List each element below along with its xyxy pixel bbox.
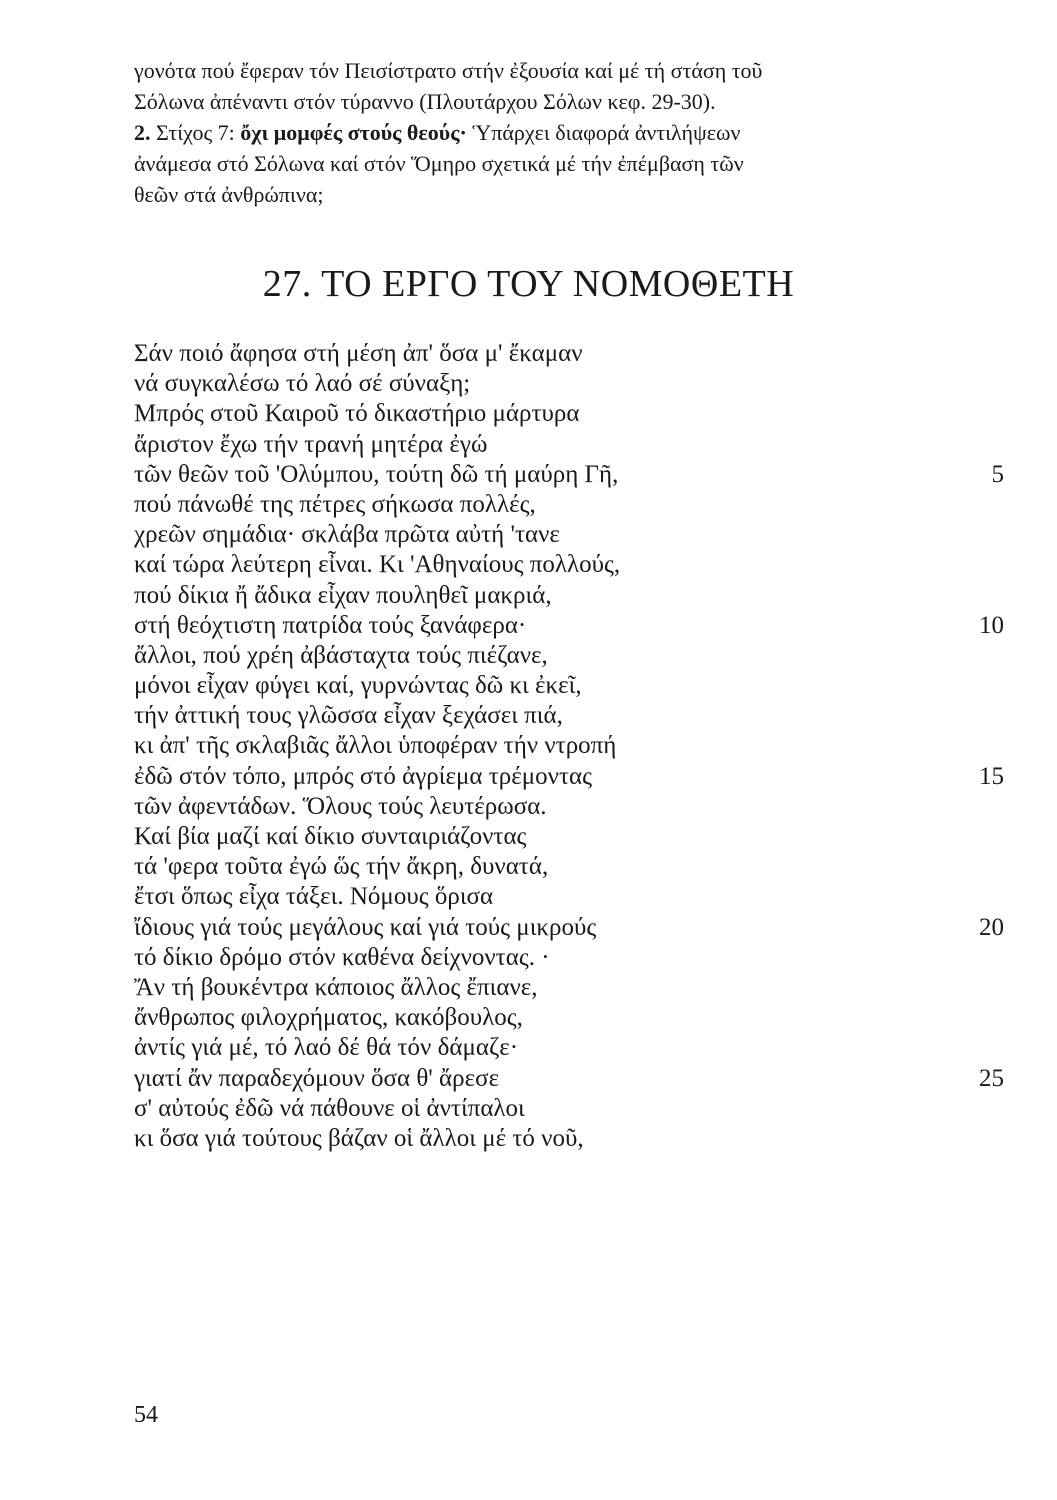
- note-line: Σόλωνα ἀπέναντι στόν τύραννο (Πλουτάρχου Σόλων κεφ. 29-30).: [134, 89, 716, 114]
- verse-text: πού δίκια ἤ ἄδικα εἶχαν πουληθεῖ μακριά,: [134, 581, 552, 609]
- verse-line: [134, 520, 1004, 550]
- verse-line: [134, 731, 1004, 761]
- verse-text: καί τώρα λεύτερη εἶναι. Κι 'Αθηναίους πολλούς,: [134, 551, 621, 579]
- poem-verses: [134, 339, 1004, 1154]
- verse-text: τῶν θεῶν τοῦ 'Ολύμπου, τούτη δῶ τή μαύρη Γῆ,: [134, 460, 619, 488]
- page-number: 54: [134, 1402, 158, 1428]
- verse-text: τήν ἀττική τους γλῶσσα εἶχαν ξεχάσει πιά,: [134, 702, 563, 730]
- verse-text: τῶν ἀφεντάδων. Ὅλους τούς λευτέρωσα.: [134, 792, 547, 820]
- verse-text: ἄλλοι, πού χρέη ἀβάσταχτα τούς πιέζανε,: [134, 641, 548, 669]
- verse-text: στή θεόχτιστη πατρίδα τούς ξανάφερα·: [134, 611, 527, 639]
- verse-text: Ἄν τή βουκέντρα κάποιος ἄλλος ἔπιανε,: [134, 973, 538, 1001]
- note-number: 2.: [134, 120, 151, 145]
- note-text: Ὑπάρχει διαφορά ἀντιλήψεων: [472, 120, 741, 145]
- verse-text: μόνοι εἶχαν φύγει καί, γυρνώντας δῶ κι ἐκεῖ,: [134, 672, 582, 700]
- verse-text: νά συγκαλέσω τό λαό σέ σύναξη;: [134, 370, 471, 398]
- verse-text: Μπρός στοῦ Καιροῦ τό δικαστήριο μάρτυρα: [134, 400, 580, 428]
- verse-line: [134, 792, 1004, 822]
- verse-line: [134, 490, 1004, 520]
- verse-line: [134, 641, 1004, 671]
- verse-line: [134, 762, 1004, 792]
- verse-text: σ' αὐτούς ἐδῶ νά πάθουνε οἱ ἀντίπαλοι: [134, 1094, 525, 1122]
- verse-line: [134, 430, 1004, 460]
- verse-line: [134, 913, 1004, 943]
- verse-text: χρεῶν σημάδια· σκλάβα πρῶτα αὐτή 'τανε: [134, 521, 560, 549]
- verse-text: ἄριστον ἔχω τήν τρανή μητέρα ἐγώ: [134, 430, 488, 458]
- note-line: γονότα πού ἔφεραν τόν Πεισίστρατο στήν ἐξουσία καί μέ τή στάση τοῦ: [134, 58, 763, 83]
- verse-line: [134, 943, 1004, 973]
- verse-line: [134, 369, 1004, 399]
- line-number: 15: [979, 762, 1004, 790]
- verse-text: ἔτσι ὅπως εἶχα τάξει. Νόμους ὅρισα: [134, 883, 494, 911]
- verse-text: Καί βία μαζί καί δίκιο συνταιριάζοντας: [134, 823, 527, 850]
- note-line: ἀνάμεσα στό Σόλωνα καί στόν Ὅμηρο σχετικά μέ τήν ἐπέμβαση τῶν: [134, 151, 744, 176]
- verse-line: [134, 550, 1004, 580]
- verse-text: κι ὅσα γιά τούτους βάζαν οἱ ἄλλοι μέ τό νοῦ,: [134, 1124, 584, 1152]
- verse-line: [134, 882, 1004, 912]
- verse-line: [134, 339, 1004, 369]
- verse-line: [134, 1003, 1004, 1033]
- verse-text: ἄνθρωπος φιλοχρήματος, κακόβουλος,: [134, 1004, 523, 1032]
- verse-text: γιατί ἄν παραδεχόμουν ὅσα θ' ἄρεσε: [134, 1064, 500, 1092]
- verse-line: [134, 611, 1004, 641]
- note-line: θεῶν στά ἀνθρώπινα;: [134, 182, 324, 207]
- verse-text: τά 'φερα τοῦτα ἐγώ ὥς τήν ἄκρη, δυνατά,: [134, 853, 549, 881]
- verse-line: [134, 581, 1004, 611]
- line-number: 20: [979, 913, 1004, 941]
- verse-text: Σάν ποιό ἄφησα στή μέση ἀπ' ὅσα μ' ἔκαμαν: [134, 340, 583, 367]
- line-number: 5: [991, 460, 1004, 488]
- verse-line: [134, 1094, 1004, 1124]
- line-number: 25: [979, 1064, 1004, 1092]
- verse-line: [134, 973, 1004, 1003]
- verse-line: [134, 460, 1004, 490]
- poem-title: 27. ΤΟ ΕΡΓΟ ΤΟΥ ΝΟΜΟΘΕΤΗ: [262, 263, 795, 305]
- verse-text: τό δίκιο δρόμο στόν καθένα δείχνοντας. ·: [134, 943, 550, 971]
- verse-text: ἐδῶ στόν τόπο, μπρός στό ἀγρίεμα τρέμοντας: [134, 762, 593, 790]
- verse-text: κι ἀπ' τῆς σκλαβιᾶς ἄλλοι ὑποφέραν τήν ντροπή: [134, 732, 617, 760]
- verse-line: [134, 1064, 1004, 1094]
- verse-line: [134, 701, 1004, 731]
- note-lemma: ὄχι μομφές στούς θεούς·: [240, 120, 467, 145]
- verse-line: [134, 822, 1004, 852]
- note-line-numbered: [134, 117, 994, 148]
- verse-line: [134, 852, 1004, 882]
- verse-text: ἀντίς γιά μέ, τό λαό δέ θά τόν δάμαζε·: [134, 1034, 519, 1062]
- verse-text: πού πάνωθέ της πέτρες σήκωσα πολλές,: [134, 490, 536, 518]
- verse-text: ἴδιους γιά τούς μεγάλους καί γιά τούς μικρούς: [134, 913, 597, 941]
- verse-line: [134, 399, 1004, 429]
- line-number: 10: [979, 611, 1004, 639]
- preceding-notes: [134, 55, 994, 210]
- verse-line: [134, 1124, 1004, 1154]
- note-reference: Στίχος 7:: [156, 120, 235, 145]
- verse-line: [134, 1033, 1004, 1063]
- verse-line: [134, 671, 1004, 701]
